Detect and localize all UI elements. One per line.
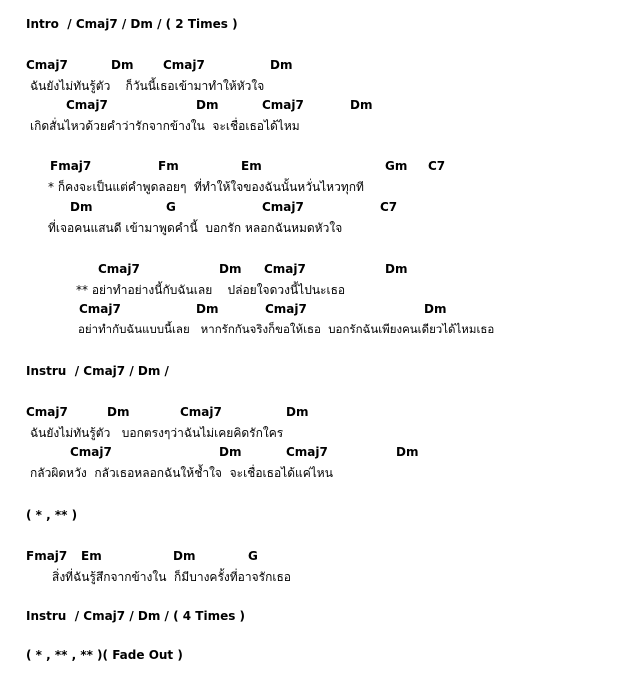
chord: G bbox=[248, 549, 258, 563]
chord: Em bbox=[81, 549, 102, 563]
chord: Dm bbox=[219, 262, 242, 276]
chord: Dm bbox=[107, 405, 130, 419]
chord: Dm bbox=[173, 549, 196, 563]
repeat-marker: ( * , ** ) bbox=[26, 508, 78, 522]
chord: G bbox=[166, 200, 176, 214]
chord: Fm bbox=[158, 159, 179, 173]
chord: C7 bbox=[428, 159, 446, 173]
chord: Cmaj7 bbox=[163, 58, 205, 72]
chord: Dm bbox=[385, 262, 408, 276]
instrumental-line: Instru / Cmaj7 / Dm / bbox=[26, 364, 169, 378]
chord: C7 bbox=[380, 200, 398, 214]
chord: Cmaj7 bbox=[265, 302, 307, 316]
chord: Dm bbox=[70, 200, 93, 214]
chord: Dm bbox=[219, 445, 242, 459]
lyric-line: เกิดสั่นไหวด้วยคำว่ารักจากข้างใน จะเชื่อเธอได้ไหม bbox=[30, 119, 300, 133]
chord: Cmaj7 bbox=[79, 302, 121, 316]
lyric-line: ** อย่าทำอย่างนี้กับฉันเลย ปล่อยใจดวงนี้ไปนะเธอ bbox=[76, 283, 346, 297]
chord: Dm bbox=[111, 58, 134, 72]
chord: Dm bbox=[286, 405, 309, 419]
chord: Dm bbox=[196, 98, 219, 112]
chord: Gm bbox=[385, 159, 408, 173]
lyric-line: * ก็คงจะเป็นแต่คำพูดลอยๆ ที่ทำให้ใจของฉันนั้นหวั่นไหวทุกที bbox=[48, 180, 364, 194]
chord: Cmaj7 bbox=[26, 58, 68, 72]
chord: Fmaj7 bbox=[50, 159, 92, 173]
ending-line: ( * , ** , ** )( Fade Out ) bbox=[26, 648, 183, 662]
chord: Cmaj7 bbox=[286, 445, 328, 459]
chord: Cmaj7 bbox=[262, 200, 304, 214]
instrumental-line: Instru / Cmaj7 / Dm / ( 4 Times ) bbox=[26, 609, 246, 623]
chord: Fmaj7 bbox=[26, 549, 68, 563]
chord: Cmaj7 bbox=[26, 405, 68, 419]
lyric-line: สิ่งที่ฉันรู้สึกจากข้างใน ก็มีบางครั้งที่อาจรักเธอ bbox=[52, 570, 291, 584]
chord: Dm bbox=[350, 98, 373, 112]
lyric-line: ฉันยังไม่ทันรู้ตัว บอกตรงๆว่าฉันไม่เคยคิดรักใคร bbox=[30, 426, 284, 440]
chord: Dm bbox=[396, 445, 419, 459]
chord: Cmaj7 bbox=[262, 98, 304, 112]
chord: Dm bbox=[196, 302, 219, 316]
chord: Cmaj7 bbox=[70, 445, 112, 459]
chord: Dm bbox=[424, 302, 447, 316]
lyric-line: ที่เจอคนแสนดี เข้ามาพูดคำนี้ บอกรัก หลอกฉันหมดหัวใจ bbox=[48, 221, 343, 235]
chord: Dm bbox=[270, 58, 293, 72]
lyric-line: อย่าทำกับฉันแบบนี้เลย หากรักกันจริงก็ขอให้เธอ บอกรักฉันเพียงคนเดียวได้ไหมเธอ bbox=[78, 322, 495, 336]
lyric-line: กลัวผิดหวัง กลัวเธอหลอกฉันให้ช้ำใจ จะเชื่อเธอได้แค่ไหน bbox=[30, 466, 333, 480]
chord: Cmaj7 bbox=[180, 405, 222, 419]
chord: Cmaj7 bbox=[98, 262, 140, 276]
chord: Em bbox=[241, 159, 262, 173]
lyric-line: ฉันยังไม่ทันรู้ตัว ก็วันนี้เธอเข้ามาทำให้หัวใจ bbox=[30, 79, 265, 93]
chord: Cmaj7 bbox=[66, 98, 108, 112]
chord: Cmaj7 bbox=[264, 262, 306, 276]
intro-line: Intro / Cmaj7 / Dm / ( 2 Times ) bbox=[26, 17, 238, 31]
